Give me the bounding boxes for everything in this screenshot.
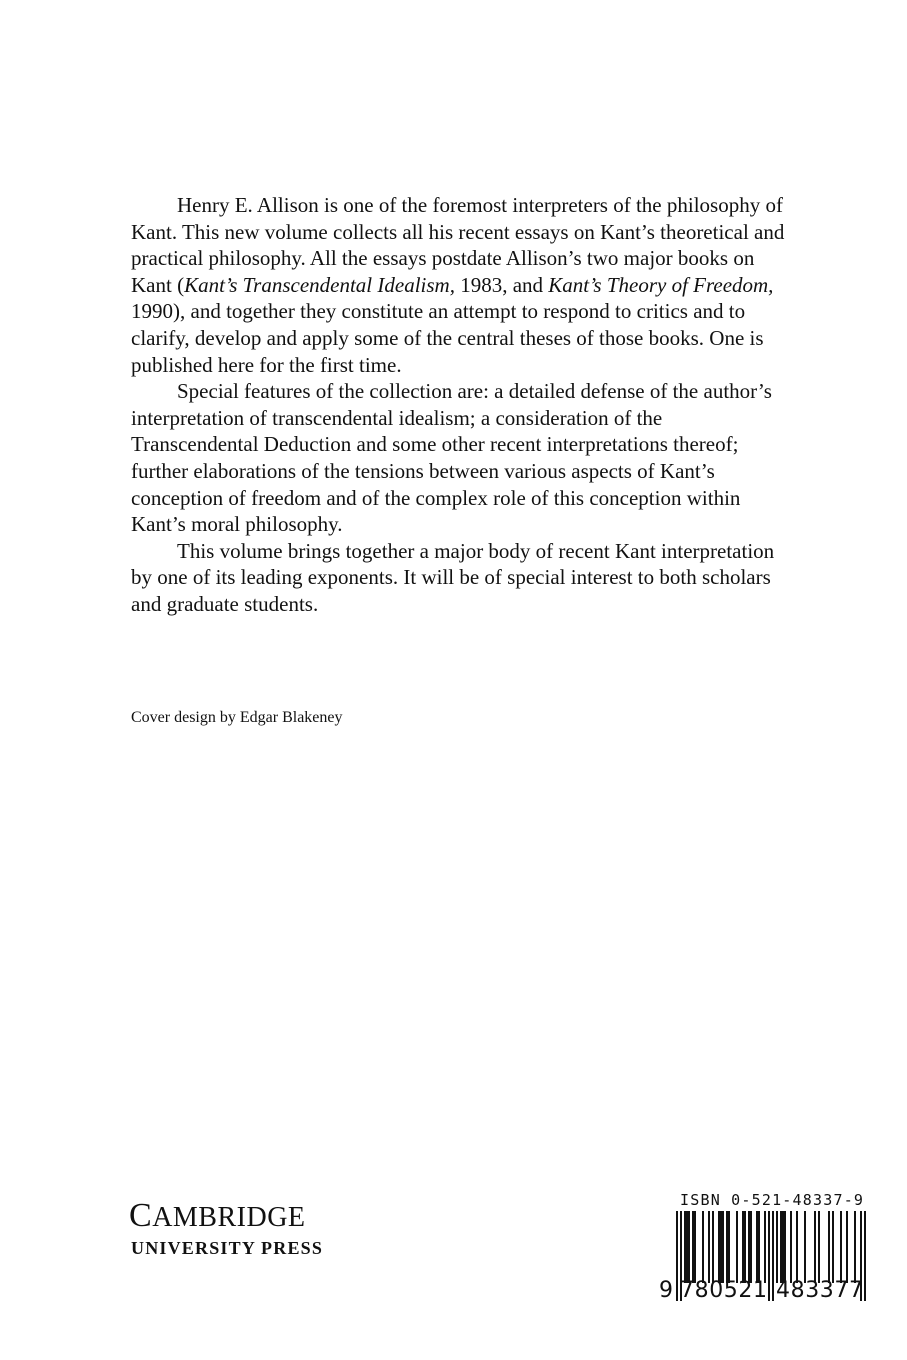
barcode-bar: [692, 1211, 694, 1283]
barcode-bar: [828, 1211, 830, 1283]
barcode-bar: [750, 1211, 752, 1283]
barcode-bar: [772, 1211, 774, 1301]
back-cover-blurb: [131, 192, 791, 618]
book-title: Kant’s Theory of Freedom,: [548, 272, 774, 297]
isbn-label: ISBN 0-521-48337-9: [680, 1191, 865, 1209]
barcode-bar: [780, 1211, 782, 1283]
barcode-bar: [708, 1211, 710, 1283]
barcode-right-digits: 483377: [776, 1278, 864, 1303]
book-title: Kant’s Transcendental Idealism,: [184, 272, 455, 297]
barcode-bar: [744, 1211, 746, 1283]
publisher-name-rest: AMBRIDGE: [152, 1202, 306, 1233]
barcode-bar: [854, 1211, 856, 1283]
barcode-bar: [742, 1211, 744, 1283]
barcode-bar: [748, 1211, 750, 1283]
barcode-bar: [702, 1211, 704, 1283]
publisher-name-initial: C: [129, 1197, 153, 1234]
barcode-bar: [776, 1211, 778, 1283]
barcode-bar: [722, 1211, 724, 1283]
blurb-paragraph-2: Special features of the collection are: a detailed defense of the author’s interpretation of transcendental idealism; a consideration of the Transcendental Deduction and some other recent interpretations thereof; further elaborations of the tensions between various aspects of Kant’s conception of freedom and of the complex role of this conception within Kant’s moral philosophy.: [131, 379, 772, 537]
cover-design-credit: Cover design by Edgar Blakeney: [131, 709, 343, 726]
barcode-bar: [784, 1211, 786, 1283]
barcode-bar: [768, 1211, 770, 1301]
barcode-bar: [694, 1211, 696, 1283]
barcode-bar: [758, 1211, 760, 1283]
barcode-bar: [756, 1211, 758, 1283]
publisher-logo: [129, 1198, 323, 1259]
barcode-bar: [728, 1211, 730, 1283]
barcode-bar: [712, 1211, 714, 1283]
barcode-bar: [676, 1211, 678, 1301]
barcode-bar: [736, 1211, 738, 1283]
barcode-first-digit: 9: [659, 1278, 673, 1303]
blurb-text: 1990), and together they constitute an attempt to respond to critics and to clarify, develop and apply some of the central theses of those books. One is published here for the first time.: [131, 299, 764, 377]
barcode-bar: [846, 1211, 848, 1283]
blurb-text: 1983, and: [454, 272, 549, 297]
barcode-bar: [818, 1211, 820, 1283]
isbn-barcode: [656, 1191, 876, 1311]
barcode-bar: [688, 1211, 690, 1283]
barcode-bar: [804, 1211, 806, 1283]
barcode-left-digits: 780521: [680, 1278, 768, 1303]
barcode-bar: [814, 1211, 816, 1283]
barcode-bar: [796, 1211, 798, 1283]
publisher-name: [129, 1198, 323, 1236]
barcode-bar: [832, 1211, 834, 1283]
barcode-bar: [718, 1211, 720, 1283]
barcode-bar: [764, 1211, 766, 1283]
blurb-text: Henry E. Allison is one of the foremost interpreters of the philosophy of Kant. This new volume collects all his recent essays on Kant’s theoretical and practical philosophy. All the essays postdate Allison’s two major books on Kant (: [131, 193, 785, 297]
barcode-bar: [720, 1211, 722, 1283]
barcode-bar: [782, 1211, 784, 1283]
barcode-bar: [684, 1211, 686, 1283]
barcode-bar: [864, 1211, 866, 1301]
publisher-subtitle: UNIVERSITY PRESS: [131, 1238, 324, 1258]
barcode-bar: [790, 1211, 792, 1283]
blurb-paragraph-3: This volume brings together a major body of recent Kant interpretation by one of its leading exponents. It will be of special interest to both scholars and graduate students.: [131, 538, 775, 616]
blurb-paragraph-1: [131, 192, 791, 378]
barcode-bar: [840, 1211, 842, 1283]
barcode-bar: [726, 1211, 728, 1283]
barcode-bar: [686, 1211, 688, 1283]
